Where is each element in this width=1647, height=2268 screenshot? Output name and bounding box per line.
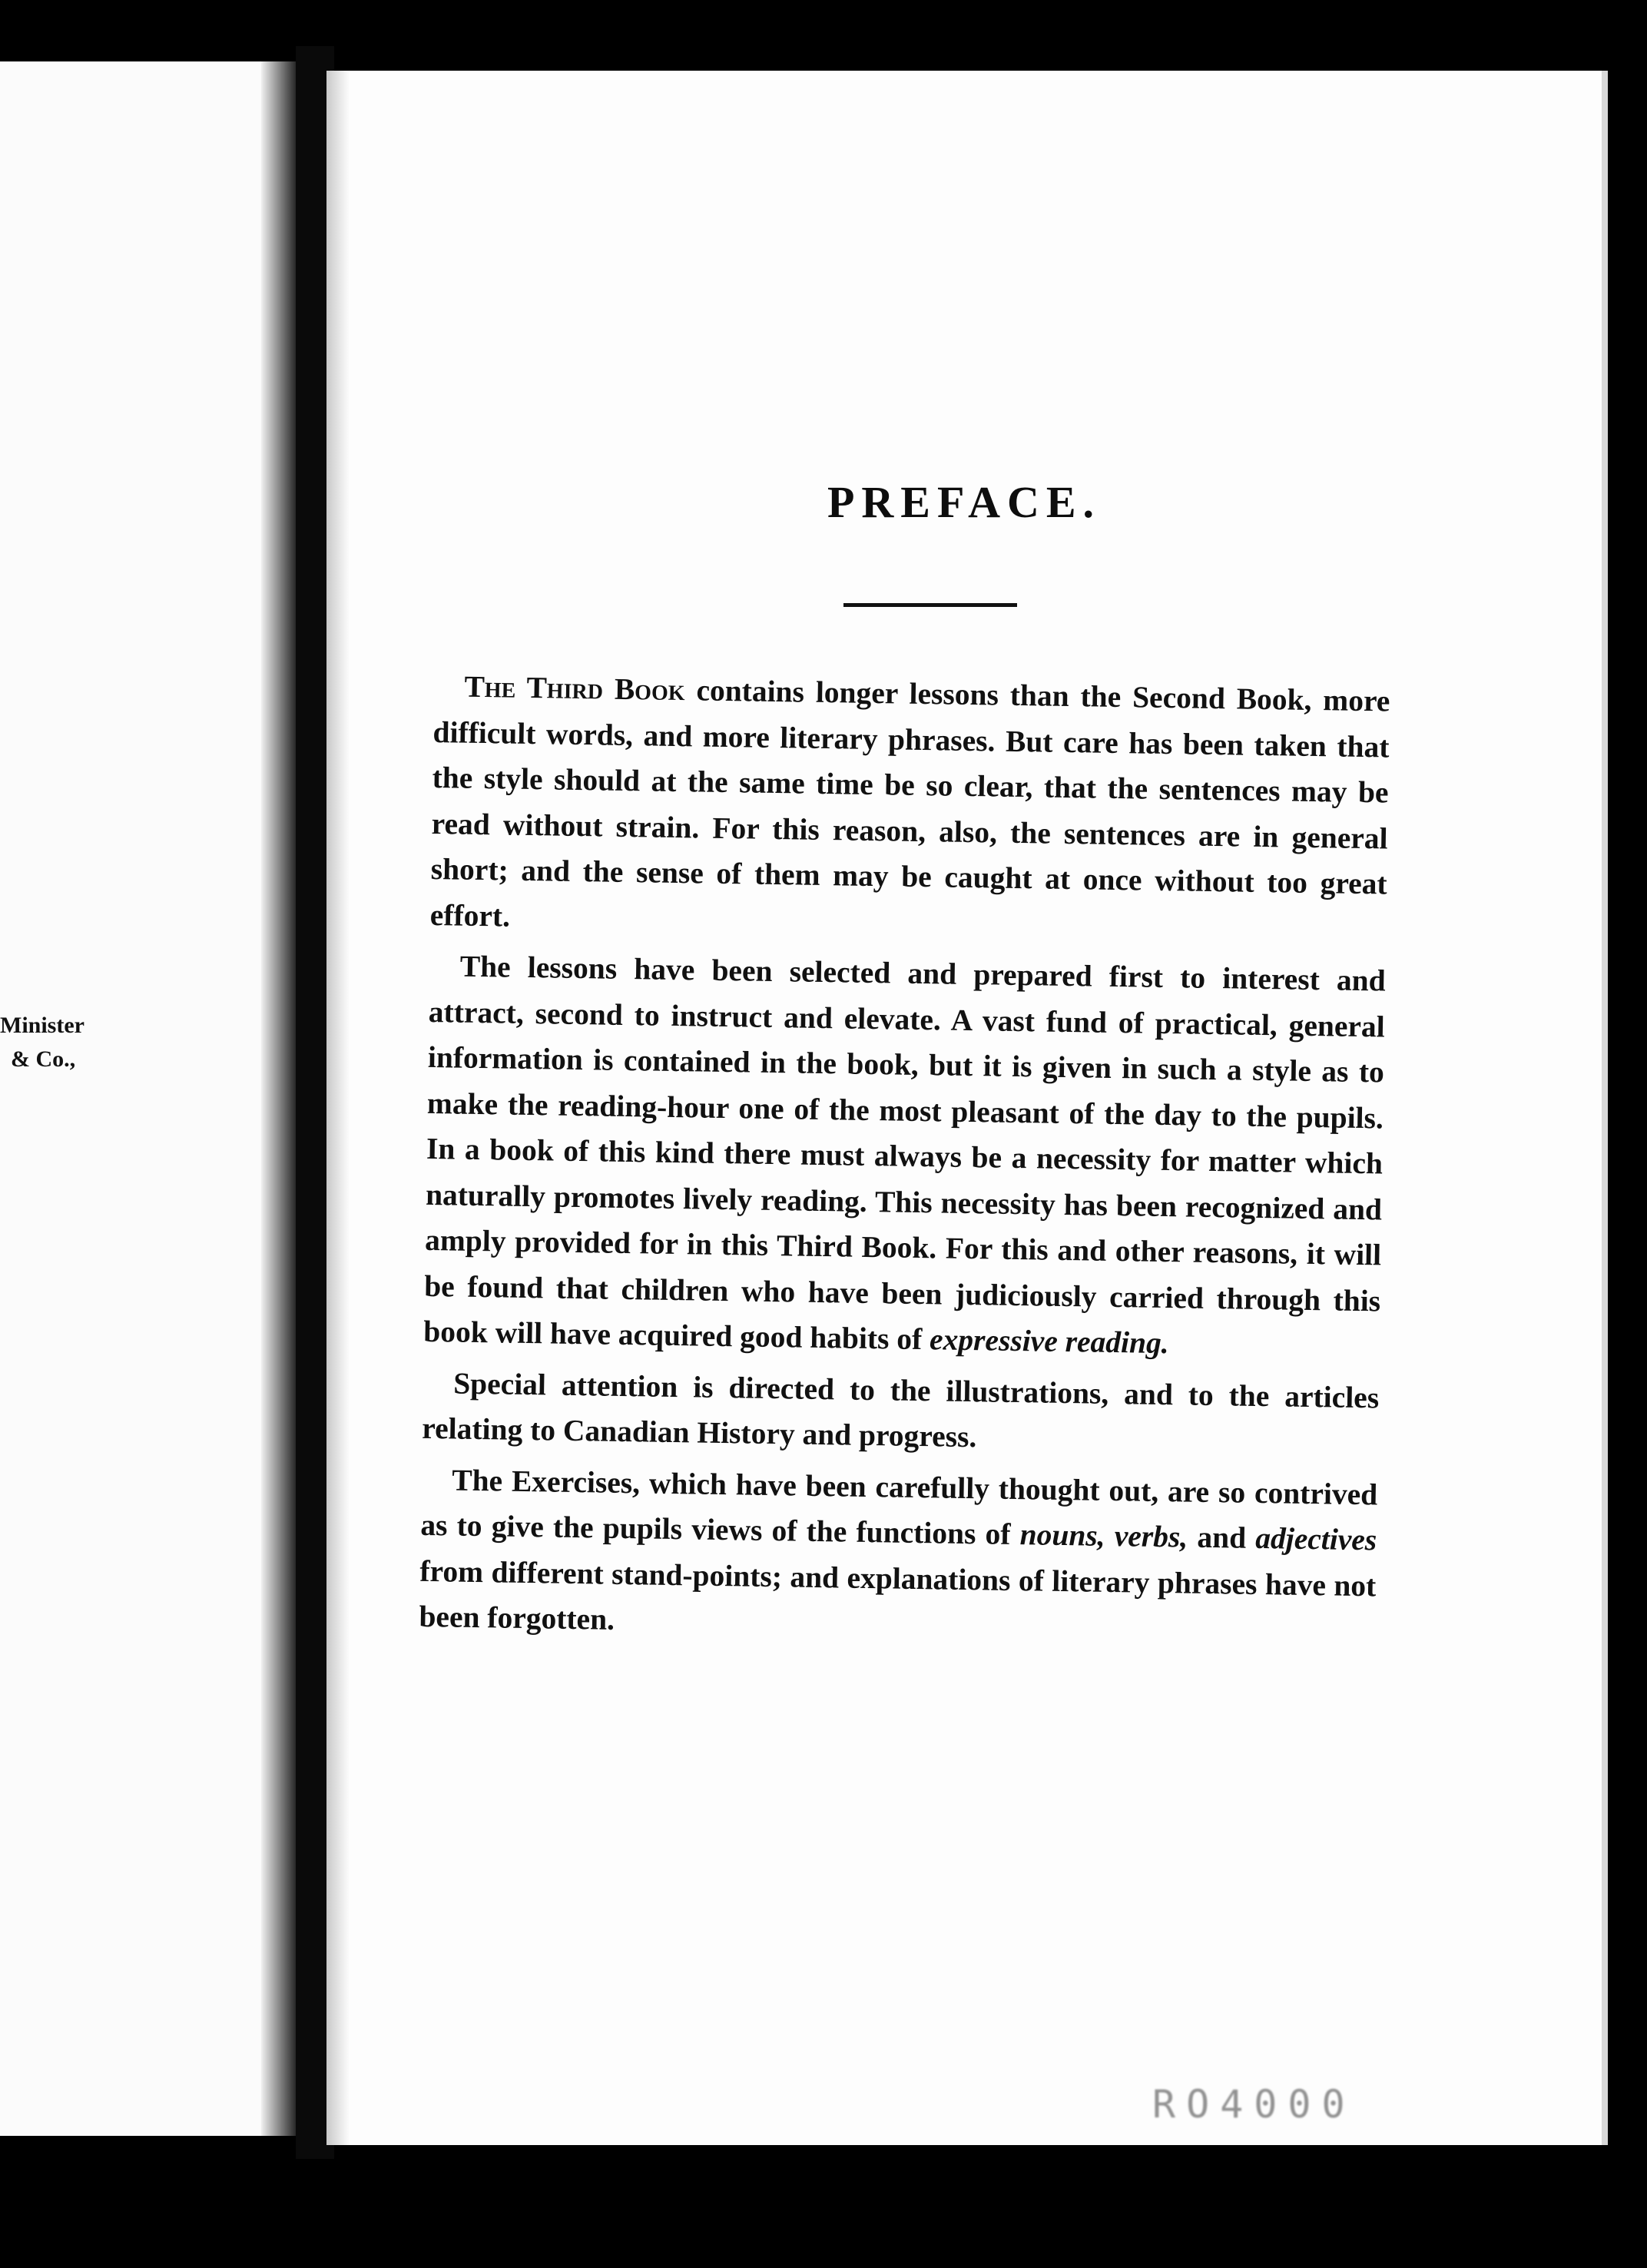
paragraph-1	[429, 664, 1390, 953]
page-title: PREFACE.	[827, 477, 1102, 527]
text-run: The Exercises, which have been carefully thought out, are so contrived as to give the pupils views of the functions of	[420, 1463, 1378, 1552]
text-run: The Third Book	[464, 669, 685, 708]
left-facing-page	[0, 61, 292, 2136]
text-run: from different stand-points; and explanations of literary phrases have not been forgotten.	[419, 1553, 1377, 1636]
text-run: contains longer lessons than the Second Book, more difficult words, and more literary phrases. But care has been taken that the style should at the same time be so clear, that the sentences may be read without strain. For this reason, also, the sentences are in general short; and the sense of them may be caught at once without too great effort.	[429, 673, 1390, 933]
text-run: and	[1187, 1520, 1256, 1555]
text-run: expressive reading.	[929, 1322, 1169, 1361]
left-page-text-line-1: Minister	[0, 1013, 85, 1038]
page-edge-shade	[326, 71, 350, 2145]
text-run: The lessons have been selected and prepared first to interest and attract, second to instruct and elevate. A vast fund of practical, general information is contained in the book, but it is given in such a style as to make the reading-hour one of the most pleasant of the day to the pupils. In a book of this kind there must always be a necessity for matter which naturally promotes lively reading. This necessity has been recognized and amply provided for in this Third Book. For this and other reasons, it will be found that children who have been judiciously carried through this book will have acquired good habits of	[423, 949, 1387, 1357]
preface-body	[419, 664, 1390, 1655]
library-stamp: RO4000	[1152, 2082, 1356, 2127]
paragraph-2	[423, 943, 1386, 1370]
paragraph-3	[422, 1360, 1380, 1467]
left-page-text-line-2: & Co.,	[11, 1046, 76, 1072]
text-run: adjectives	[1254, 1520, 1377, 1557]
preface-page	[326, 71, 1608, 2145]
title-rule	[843, 603, 1017, 607]
left-page-binding-shadow	[261, 61, 300, 2136]
text-run: nouns, verbs,	[1019, 1517, 1188, 1554]
text-run: Special attention is directed to the illustrations, and to the articles relating to Canadian History and progress.	[422, 1366, 1380, 1454]
paragraph-4	[419, 1457, 1378, 1655]
